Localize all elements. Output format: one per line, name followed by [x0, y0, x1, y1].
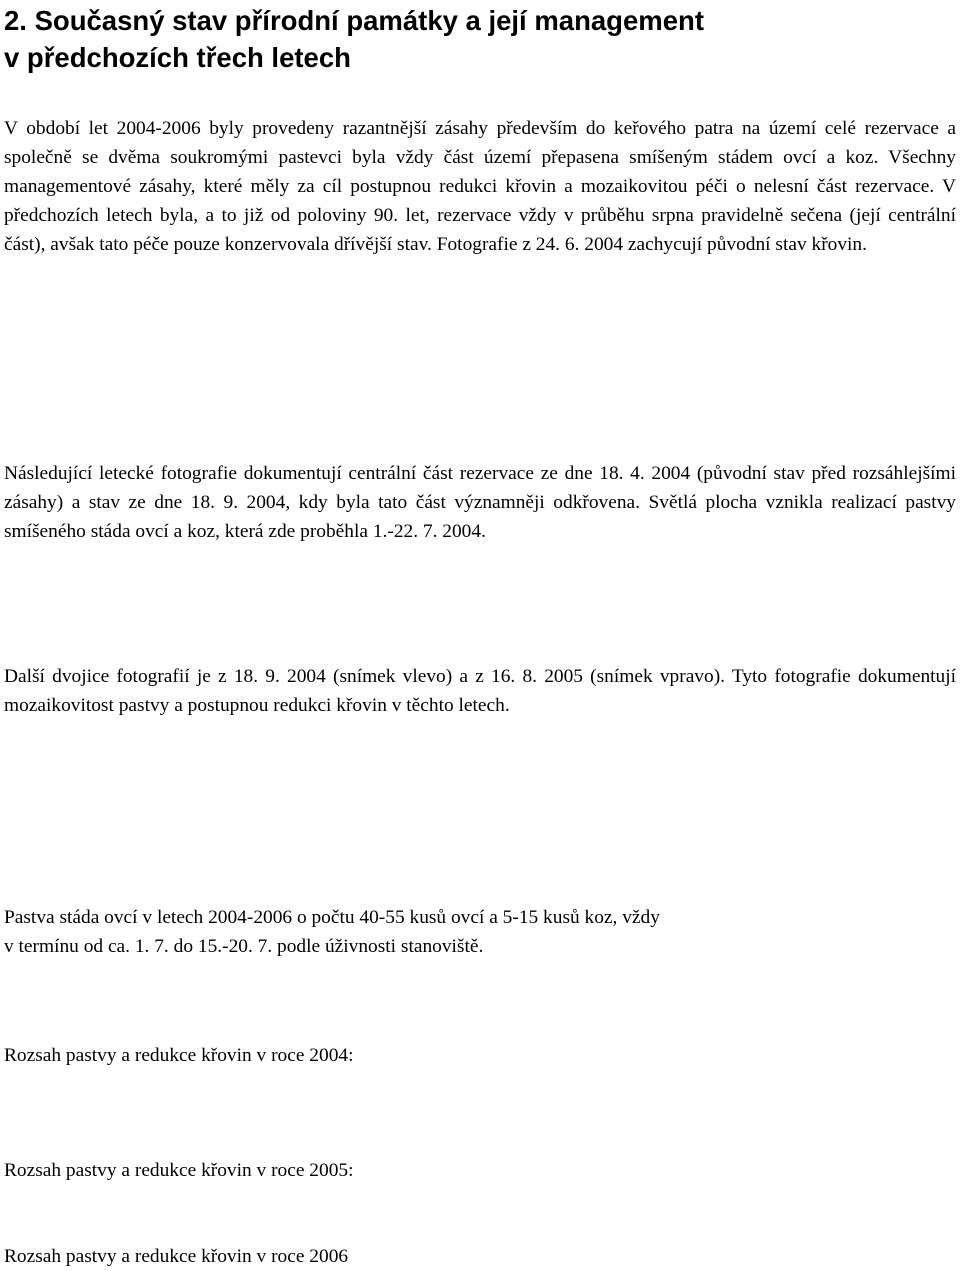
section-heading [4, 2, 944, 76]
grazing-line-2: v termínu od ca. 1. 7. do 15.-20. 7. podle úživnosti stanoviště. [4, 936, 484, 957]
photo-pair-paragraph: Další dvojice fotografií je z 18. 9. 2004 (snímek vlevo) a z 16. 8. 2005 (snímek vpravo). Tyto fotografie dokumentují mozaikovitost pastvy a postupnou redukci křovin v těchto letech. [4, 666, 956, 716]
extent-2004-caption: Rozsah pastvy a redukce křovin v roce 2004: [4, 1045, 354, 1066]
extent-2005-caption: Rozsah pastvy a redukce křovin v roce 2005: [4, 1160, 354, 1181]
grazing-line-1: Pastva stáda ovcí v letech 2004-2006 o počtu 40-55 kusů ovcí a 5-15 kusů koz, vždy [4, 907, 660, 928]
section-heading-line-1: 2. Současný stav přírodní památky a její management [4, 5, 704, 36]
grazing-paragraph [4, 903, 660, 961]
aerial-photos-paragraph: Následující letecké fotografie dokumentují centrální část rezervace ze dne 18. 4. 2004 (původní stav před rozsáhlejšími zásahy) a stav ze dne 18. 9. 2004, kdy byla tato část významněji odkřovena. Světlá plocha vznikla realizací pastvy smíšeného stáda ovcí a koz, která zde proběhla 1.-22. 7. 2004. [4, 463, 956, 542]
section-heading-line-2: v předchozích třech letech [4, 42, 351, 73]
intro-paragraph: V období let 2004-2006 byly provedeny razantnější zásahy především do keřového patra na území celé rezervace a společně se dvěma soukromými pastevci byla vždy část území přepasena smíšeným stádem ovcí a koz. Všechny managementové zásahy, které měly za cíl postupnou redukci křovin a mozaikovitou péči o nelesní část rezervace. V předchozích letech byla, a to již od poloviny 90. let, rezervace vždy v průběhu srpna pravidelně sečena (její centrální část), avšak tato péče pouze konzervovala dřívější stav. Fotografie z 24. 6. 2004 zachycují původní stav křovin. [4, 118, 956, 255]
extent-2006-caption: Rozsah pastvy a redukce křovin v roce 2006 [4, 1246, 349, 1267]
